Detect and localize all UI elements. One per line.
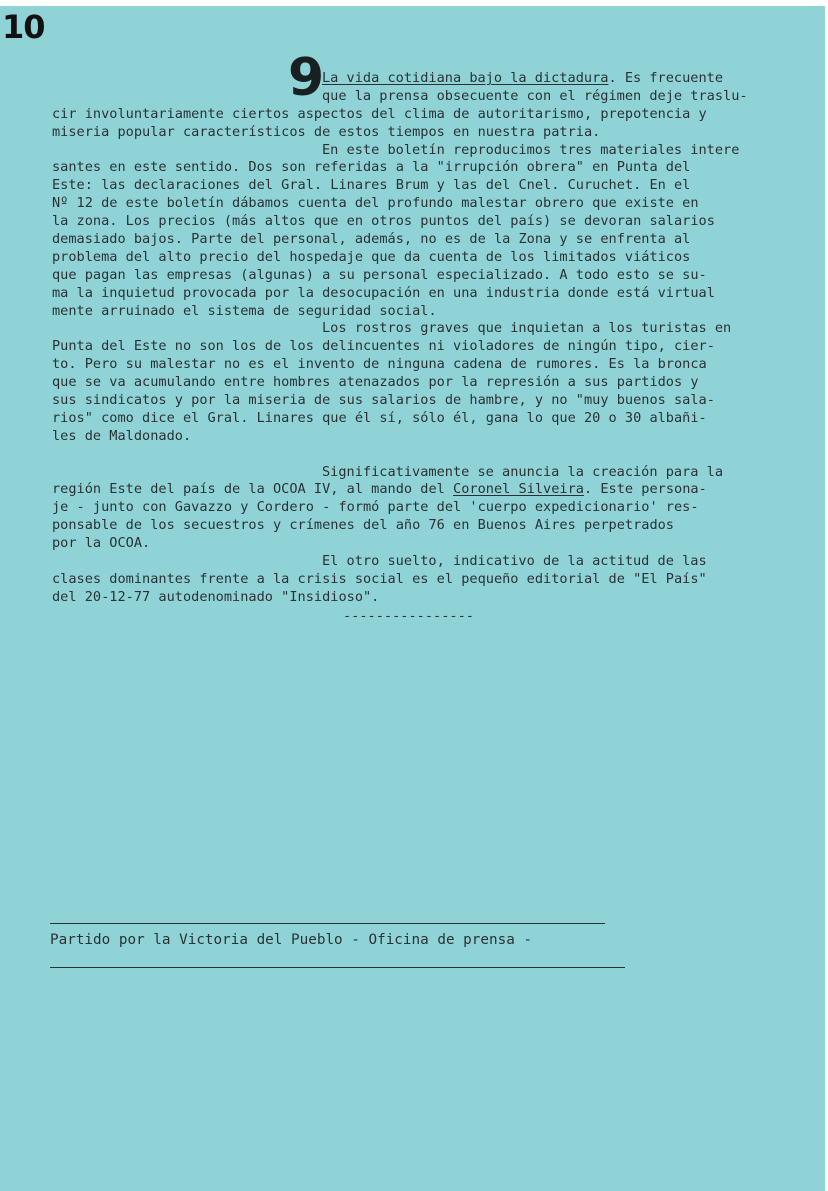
paragraph-5-line-1: El otro suelto, indicativo de la actitud de las: [322, 553, 707, 570]
paragraph-2-line-7: problema del alto precio del hospedaje que da cuenta de los limitados viáticos: [52, 248, 691, 265]
paragraph-1-line-1: [52, 70, 812, 88]
paragraph-5-line-2: clases dominantes frente a la crisis social es el pequeño editorial de "El País": [52, 570, 707, 587]
paragraph-3-line-3: to. Pero su malestar no es el invento de ninguna cadena de rumores. Es la bronca: [52, 356, 707, 373]
section-separator: ----------------: [343, 608, 474, 624]
title-continuation: . Es frecuente: [608, 70, 724, 86]
paragraph-1-line-3: cir involuntariamente ciertos aspectos del clima de autoritarismo, prepotencia y: [52, 105, 707, 122]
paragraph-2-line-4: Nº 12 de este boletín dábamos cuenta del profundo malestar obrero que existe en: [52, 195, 699, 212]
paragraph-3-line-7: les de Maldonado.: [52, 427, 192, 444]
paragraph-4-line-4: ponsable de los secuestros y crímenes del año 76 en Buenos Aires perpetrados: [52, 517, 674, 534]
footer-rule-bottom: [50, 967, 625, 968]
footer-text: Partido por la Victoria del Pueblo - Oficina de prensa -: [50, 932, 533, 948]
paragraph-4-line-2-start: región Este del país de la OCOA IV, al mando del: [52, 481, 454, 498]
article-body: [52, 70, 812, 607]
paragraph-3-line-1: Los rostros graves que inquietan a los turistas en: [322, 320, 732, 337]
paragraph-2-line-2: santes en este sentido. Dos son referidas a la "irrupción obrera" en Punta del: [52, 159, 691, 176]
blank-line: [52, 446, 812, 464]
page-number: 10: [2, 8, 45, 46]
paragraph-1-line-2: que la prensa obsecuente con el régimen deje traslu-: [322, 87, 748, 104]
paragraph-2-line-1: En este boletín reproducimos tres materiales intere: [322, 141, 740, 158]
paragraph-3-line-6: rios" como dice el Gral. Linares que él sí, sólo él, gana lo que 20 o 30 albañi-: [52, 409, 707, 426]
paragraph-4-line-1: Significativamente se anuncia la creación para la: [322, 463, 724, 480]
paragraph-4-line-5: por la OCOA.: [52, 535, 151, 552]
paragraph-2-line-8: que pagan las empresas (algunas) a su personal especializado. A todo esto se su-: [52, 266, 707, 283]
underlined-name: Coronel Silveira: [453, 481, 584, 498]
paragraph-3-line-5: sus sindicatos y por la miseria de sus salarios de hambre, y no "muy buenos sala-: [52, 392, 715, 409]
article-title: La vida cotidiana bajo la dictadura: [322, 70, 609, 86]
paragraph-2-line-6: demasiado bajos. Parte del personal, además, no es de la Zona y se enfrenta al: [52, 231, 691, 248]
paragraph-2-line-5: la zona. Los precios (más altos que en otros puntos del país) se devoran salarios: [52, 213, 715, 230]
paragraph-2-line-3: Este: las declaraciones del Gral. Linares Brum y las del Cnel. Curuchet. En el: [52, 177, 691, 194]
paragraph-4-line-2-end: . Este persona-: [583, 481, 707, 498]
page-top-border: [0, 0, 828, 6]
paragraph-3-line-4: que se va acumulando entre hombres atenazados por la represión a sus partidos y: [52, 374, 699, 391]
paragraph-5-line-3: del 20-12-77 autodenominado "Insidioso".: [52, 588, 380, 605]
paragraph-2-line-9: ma la inquietud provocada por la desocupación en una industria donde está virtual: [52, 284, 715, 301]
paragraph-3-line-2: Punta del Este no son los de los delincuentes ni violadores de ningún tipo, cier-: [52, 338, 715, 355]
footer-rule-top: [50, 923, 605, 924]
paragraph-4-line-2: [52, 481, 812, 499]
paragraph-1-line-4: miseria popular característicos de estos tiempos en nuestra patria.: [52, 123, 601, 140]
paragraph-4-line-3: je - junto con Gavazzo y Cordero - formó parte del 'cuerpo expedicionario' res-: [52, 499, 699, 516]
paragraph-2-line-10: mente arruinado el sistema de seguridad social.: [52, 302, 437, 319]
section-number: 9: [288, 48, 325, 108]
